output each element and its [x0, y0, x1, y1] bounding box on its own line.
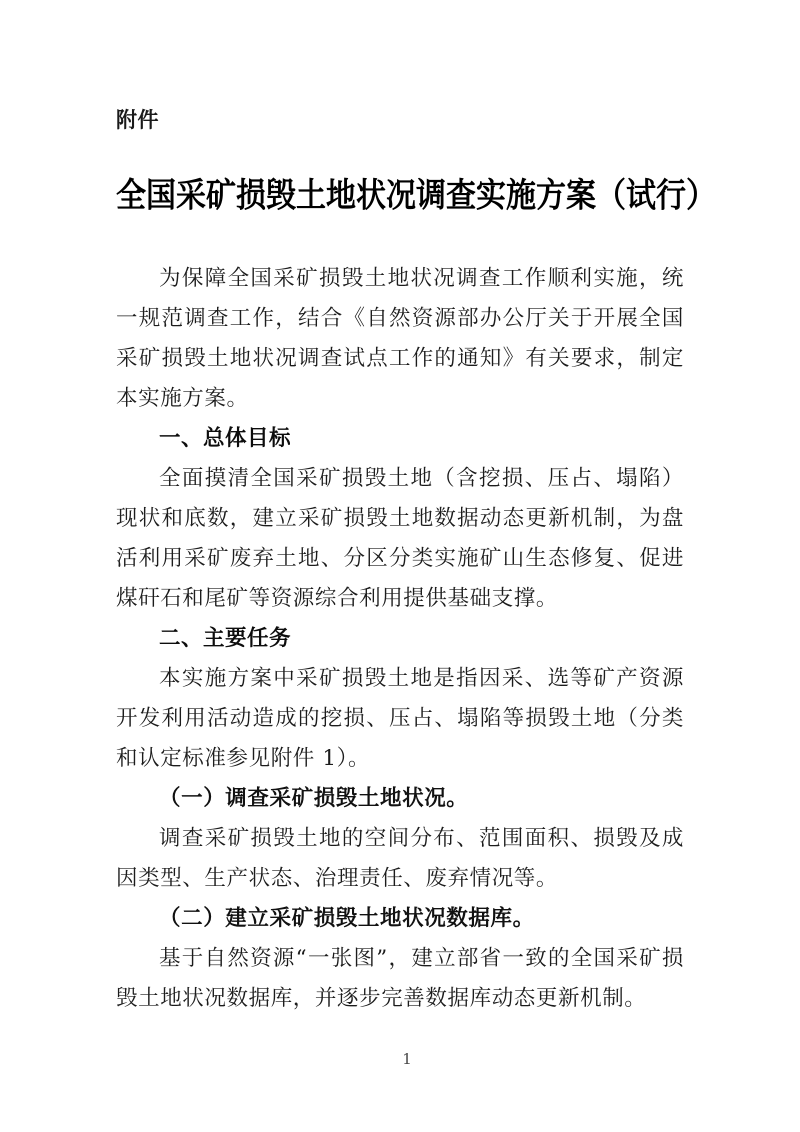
- page-number: 1: [402, 1050, 412, 1068]
- attachment-label: 附件: [116, 108, 159, 132]
- sub-heading-survey-status: （一）调查采矿损毁土地状况。: [159, 785, 469, 811]
- document-content: [116, 0, 716, 1019]
- preamble-paragraph: 为保障全国采矿损毁土地状况调查工作顺利实施，统一规范调查工作，结合《自然资源部办公厅关于开展全国采矿损毁土地状况调查试点工作的通知》有关要求，制定本实施方案。: [116, 265, 684, 411]
- document-body: [116, 259, 684, 1019]
- overall-goal-paragraph: 全面摸清全国采矿损毁土地（含挖损、压占、塌陷）现状和底数，建立采矿损毁土地数据动态更新机制，为盘活利用采矿废弃土地、分区分类实施矿山生态修复、促进煤矸石和尾矿等资源综合利用提供基础支撑。: [116, 465, 684, 611]
- sub-heading-build-database: （二）建立采矿损毁土地状况数据库。: [159, 905, 535, 931]
- section-heading-main-tasks: 二、主要任务: [159, 625, 292, 651]
- page-title: 全国采矿损毁土地状况调查实施方案（试行）: [116, 176, 716, 216]
- section-heading-overall-goal: 一、总体目标: [159, 425, 292, 451]
- main-tasks-definition-paragraph: 本实施方案中采矿损毁土地是指因采、选等矿产资源开发利用活动造成的挖损、压占、塌陷等损毁土地（分类和认定标准参见附件 1）。: [116, 665, 684, 771]
- build-database-paragraph: 基于自然资源“一张图”，建立部省一致的全国采矿损毁土地状况数据库，并逐步完善数据库动态更新机制。: [116, 945, 684, 1011]
- survey-status-paragraph: 调查采矿损毁土地的空间分布、范围面积、损毁及成因类型、生产状态、治理责任、废弃情况等。: [116, 825, 684, 891]
